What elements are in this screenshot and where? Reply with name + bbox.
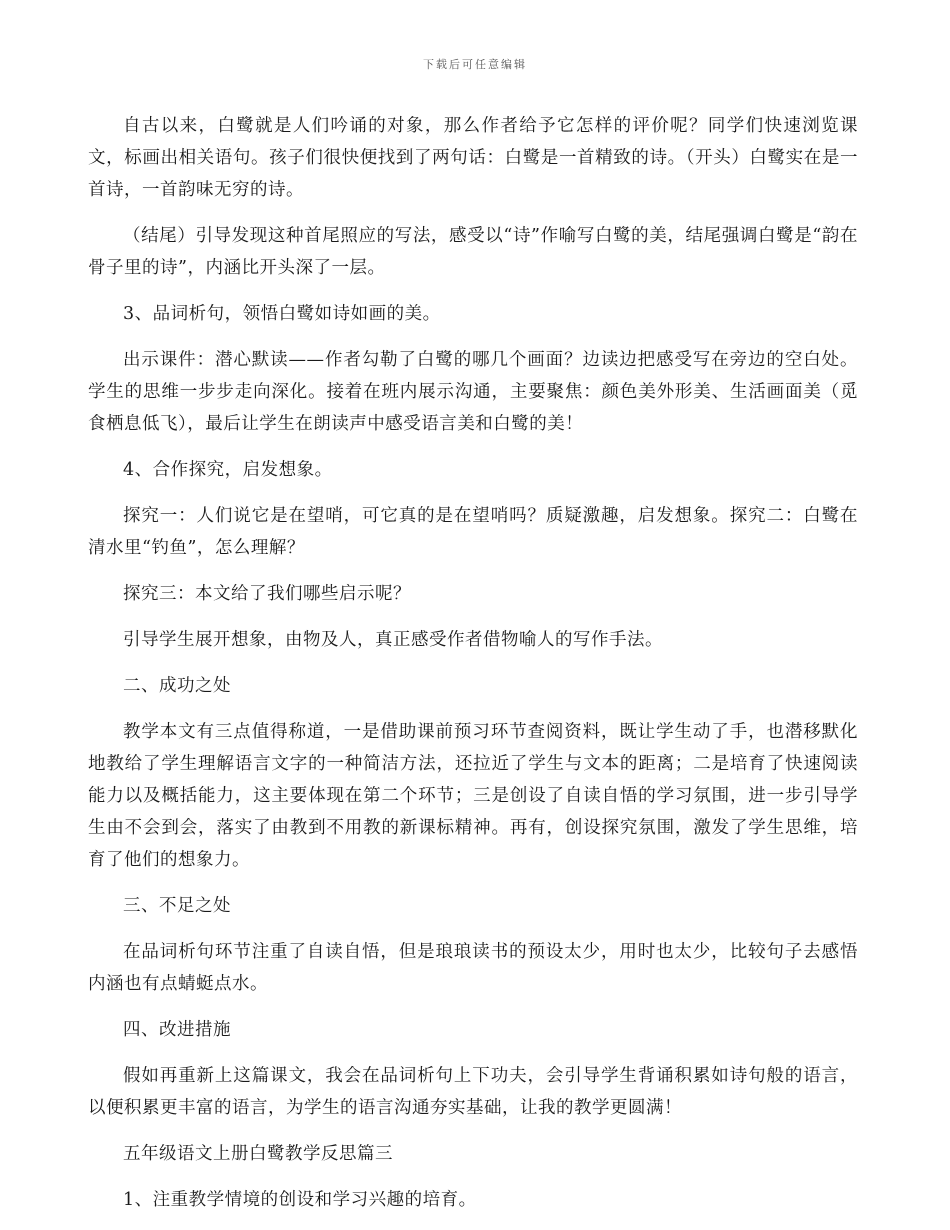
paragraph-shortcomings: 在品词析句环节注重了自读自悟，但是琅琅读书的预设太少，用时也太少，比较句子去感悟内涵也有点蜻蜓点水。 xyxy=(88,942,858,994)
paragraph-explore-1-2: 探究一：人们说它是在望哨，可它真的是在望哨吗？质疑激趣，启发想象。探究二：白鹭在清水里“钓鱼”，怎么理解？ xyxy=(88,506,858,558)
paragraph-imagination: 引导学生展开想象，由物及人，真正感受作者借物喻人的写作手法。 xyxy=(123,630,663,650)
section-heading-success: 二、成功之处 xyxy=(123,676,231,696)
paragraph-ending-echo: （结尾）引导发现这种首尾照应的写法，感受以“诗”作喻写白鹭的美，结尾强调白鹭是“韵在骨子里的诗”，内涵比开头深了一层。 xyxy=(88,226,858,278)
article-title-part-3: 五年级语文上册白鹭教学反思篇三 xyxy=(123,1144,393,1164)
paragraph-courseware: 出示课件：潜心默读——作者勾勒了白鹭的哪几个画面？边读边把感受写在旁边的空白处。学生的思维一步步走向深化。接着在班内展示沟通，主要聚焦：颜色美外形美、生活画面美（觅食栖息低飞），最后让学生在朗读声中感受语言美和白鹭的美！ xyxy=(88,350,858,434)
paragraph-success: 教学本文有三点值得称道，一是借助课前预习环节查阅资料，既让学生动了手，也潜移默化地教给了学生理解语言文字的一种简洁方法，还拉近了学生与文本的距离；二是培育了快速阅读能力以及概括能力，这主要体现在第二个环节；三是创设了自读自悟的学习氛围，进一步引导学生由不会到会，落实了由教到不用教的新课标精神。再有，创设探究氛围，激发了学生思维，培育了他们的想象力。 xyxy=(88,722,858,870)
section-heading-1: 1、注重教学情境的创设和学习兴趣的培育。 xyxy=(123,1190,477,1210)
section-heading-4: 4、合作探究，启发想象。 xyxy=(123,460,333,480)
paragraph-improvements: 假如再重新上这篇课文，我会在品词析句上下功夫，会引导学生背诵积累如诗句般的语言，以便积累更丰富的语言，为学生的语言沟通夯实基础，让我的教学更圆满！ xyxy=(88,1066,858,1118)
section-heading-3: 3、品词析句，领悟白鹭如诗如画的美。 xyxy=(123,304,441,324)
section-heading-improvements: 四、改进措施 xyxy=(123,1020,231,1040)
section-heading-shortcomings: 三、不足之处 xyxy=(123,896,231,916)
paragraph-intro: 自古以来，白鹭就是人们吟诵的对象，那么作者给予它怎样的评价呢？同学们快速浏览课文，标画出相关语句。孩子们很快便找到了两句话：白鹭是一首精致的诗。（开头）白鹭实在是一首诗，一首韵味无穷的诗。 xyxy=(88,116,858,200)
page-header: 下载后可任意编辑 xyxy=(423,58,527,71)
document-body xyxy=(88,110,858,1230)
paragraph-explore-3: 探究三：本文给了我们哪些启示呢？ xyxy=(123,584,411,604)
